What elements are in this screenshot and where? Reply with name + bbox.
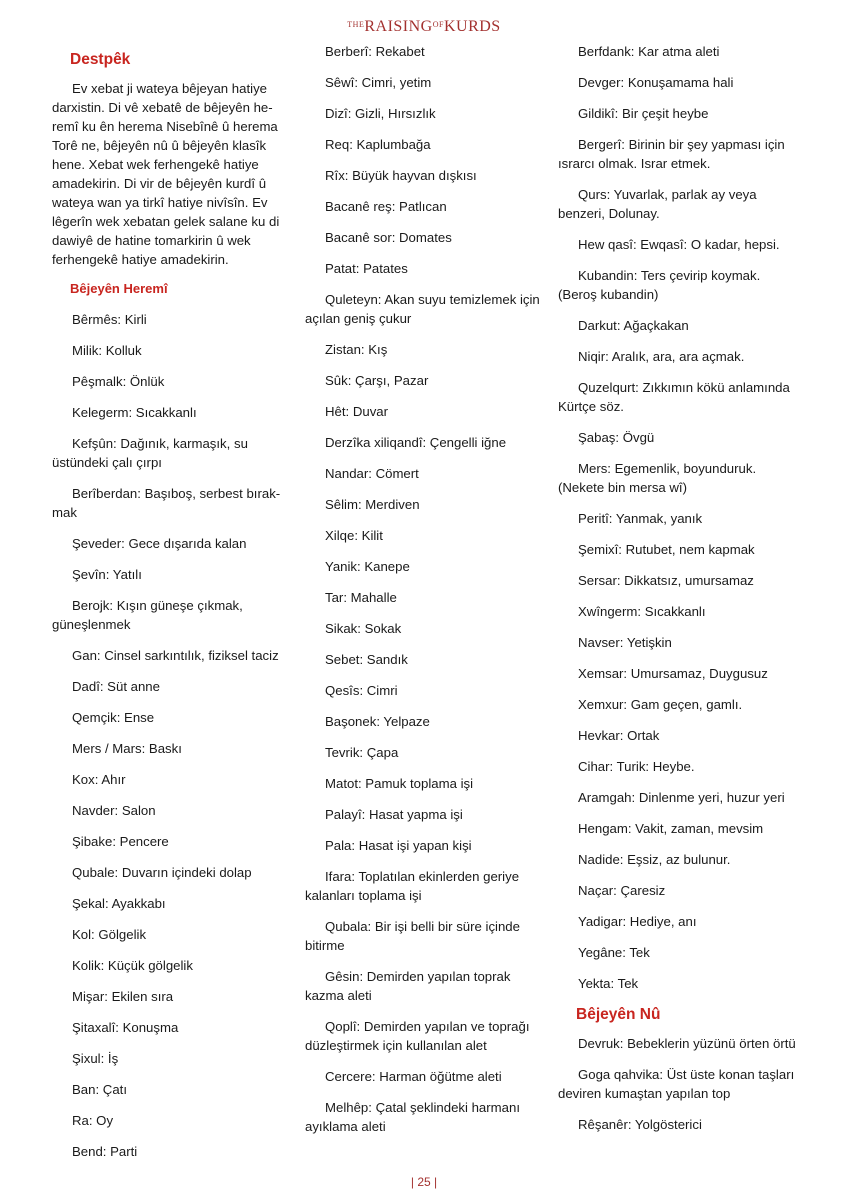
glossary-entry: Kubandin: Ters çevirip koymak. (Beroş kubandin) bbox=[558, 268, 761, 302]
masthead-kurds: KURDS bbox=[443, 18, 501, 35]
column-3 bbox=[558, 42, 798, 1146]
glossary-entry: Navder: Salon bbox=[72, 803, 156, 818]
glossary-entry: Qesîs: Cimri bbox=[325, 683, 398, 698]
glossary-entry: Quleteyn: Akan suyu temizlemek için açılan geniş çukur bbox=[305, 292, 540, 326]
glossary-entry: Şevîn: Yatılı bbox=[72, 567, 142, 582]
glossary-entry: Goga qahvika: Üst üste konan taşları deviren kumaştan yapılan top bbox=[558, 1067, 795, 1101]
glossary-entry: Palayî: Hasat yapma işi bbox=[325, 807, 463, 822]
glossary-entry: Rîx: Büyük hayvan dışkısı bbox=[325, 168, 477, 183]
page-number: | 25 | bbox=[410, 1175, 438, 1189]
glossary-entry: Qemçik: Ense bbox=[72, 710, 155, 725]
column-1 bbox=[52, 42, 288, 1173]
glossary-entry: Qoplî: Demirden yapılan ve toprağı düzleştirmek için kullanılan alet bbox=[305, 1019, 530, 1053]
glossary-entry: Şemixî: Rutubet, nem kapmak bbox=[578, 542, 755, 557]
glossary-entry: Hew qasî: Ewqasî: O kadar, hepsi. bbox=[578, 237, 780, 252]
glossary-entry: Şabaş: Övgü bbox=[578, 430, 655, 445]
glossary-entry: Yadigar: Hediye, anı bbox=[578, 914, 697, 929]
glossary-entry: Şixul: İş bbox=[72, 1051, 119, 1066]
masthead-the: THE bbox=[347, 20, 365, 29]
glossary-entry: Xilqe: Kilit bbox=[325, 528, 383, 543]
glossary-list-nu bbox=[558, 1034, 798, 1134]
glossary-entry: Peritî: Yanmak, yanık bbox=[578, 511, 703, 526]
glossary-entry: Dizî: Gizli, Hırsızlık bbox=[325, 106, 436, 121]
glossary-entry: Derzîka xiliqandî: Çengelli iğne bbox=[325, 435, 507, 450]
glossary-entry: Cihar: Turik: Heybe. bbox=[578, 759, 695, 774]
glossary-entry: Patat: Patates bbox=[325, 261, 408, 276]
glossary-entry: Başonek: Yelpaze bbox=[325, 714, 430, 729]
glossary-entry: Gan: Cinsel sarkıntılık, fiziksel taciz bbox=[72, 648, 279, 663]
glossary-entry: Sûk: Çarşı, Pazar bbox=[325, 373, 429, 388]
glossary-entry: Rêşanêr: Yolgösterici bbox=[578, 1117, 702, 1132]
glossary-entry: Devger: Konuşamama hali bbox=[578, 75, 734, 90]
glossary-entry: Matot: Pamuk toplama işi bbox=[325, 776, 474, 791]
glossary-entry: Mers: Egemenlik, boyunduruk. (Nekete bin mersa wî) bbox=[558, 461, 757, 495]
glossary-entry: Yegâne: Tek bbox=[578, 945, 650, 960]
glossary-entry: Şekal: Ayakkabı bbox=[72, 896, 166, 911]
glossary-entry: Pêşmalk: Önlük bbox=[72, 374, 165, 389]
section-heading-nu: Bêjeyên Nû bbox=[576, 1006, 661, 1023]
glossary-entry: Şibake: Pencere bbox=[72, 834, 169, 849]
glossary-entry: Nandar: Cömert bbox=[325, 466, 419, 481]
glossary-entry: Xemxur: Gam geçen, gamlı. bbox=[578, 697, 743, 712]
glossary-entry: Sêlim: Merdiven bbox=[325, 497, 420, 512]
glossary-entry: Ban: Çatı bbox=[72, 1082, 127, 1097]
glossary-entry: Şitaxalî: Konuşma bbox=[72, 1020, 179, 1035]
glossary-entry: Qubala: Bir işi belli bir süre içinde bitirme bbox=[305, 919, 520, 953]
glossary-entry: Naçar: Çaresiz bbox=[578, 883, 666, 898]
glossary-entry: Ra: Oy bbox=[72, 1113, 114, 1128]
glossary-entry: Hengam: Vakit, zaman, mevsim bbox=[578, 821, 764, 836]
glossary-entry: Sersar: Dikkatsız, umursamaz bbox=[578, 573, 754, 588]
glossary-entry: Xemsar: Umursamaz, Duygusuz bbox=[578, 666, 768, 681]
glossary-entry: Mişar: Ekilen sıra bbox=[72, 989, 174, 1004]
glossary-entry: Gildikî: Bir çeşit heybe bbox=[578, 106, 709, 121]
glossary-entry: Milik: Kolluk bbox=[72, 343, 142, 358]
glossary-entry: Qurs: Yuvarlak, parlak ay veya benzeri, Dolunay. bbox=[558, 187, 757, 221]
glossary-entry: Berojk: Kışın güneşe çıkmak, güneşlenmek bbox=[52, 598, 243, 632]
glossary-entry: Xwîngerm: Sıcakkanlı bbox=[578, 604, 706, 619]
glossary-entry: Bend: Parti bbox=[72, 1144, 138, 1159]
glossary-entry: Kolik: Küçük gölgelik bbox=[72, 958, 193, 973]
glossary-entry: Bêrmês: Kirli bbox=[72, 312, 147, 327]
glossary-entry: Ifara: Toplatılan ekinlerden geriye kalanları toplama işi bbox=[305, 869, 520, 903]
glossary-entry: Tevrik: Çapa bbox=[325, 745, 399, 760]
glossary-entry: Yanik: Kanepe bbox=[325, 559, 410, 574]
glossary-entry: Pala: Hasat işi yapan kişi bbox=[325, 838, 472, 853]
glossary-entry: Berfdank: Kar atma aleti bbox=[578, 44, 720, 59]
glossary-entry: Darkut: Ağaçkakan bbox=[578, 318, 689, 333]
glossary-entry: Hêt: Duvar bbox=[325, 404, 389, 419]
glossary-entry: Yekta: Tek bbox=[578, 976, 639, 991]
glossary-entry: Bacanê sor: Domates bbox=[325, 230, 452, 245]
glossary-list-heremi-end bbox=[558, 42, 798, 993]
glossary-entry: Qubale: Duvarın içindeki dolap bbox=[72, 865, 252, 880]
glossary-entry: Mers / Mars: Baskı bbox=[72, 741, 182, 756]
glossary-entry: Şeveder: Gece dışarıda kalan bbox=[72, 536, 247, 551]
glossary-entry: Sêwî: Cimri, yetim bbox=[325, 75, 432, 90]
glossary-entry: Kol: Gölgelik bbox=[72, 927, 147, 942]
glossary-entry: Quzelqurt: Zıkkımın kökü anlamında Kürtçe söz. bbox=[558, 380, 790, 414]
intro-paragraph: Ev xebat ji wateya bêjeyan hatiye darxistin. Di vê xebatê de bêjeyên heremî ku ên herema Nisebînê û herema Torê ne, bêjeyên nû û bêjeyên klasîk hene. Xebat wek ferhengekê hatiye amadekirin. Di vir de bêjeyên kurdî û wateya wan ya tirkî hatiye nivîsîn. Ev lêgerîn wek xebatan gelek salane ku di dawiyê de hatine tomarkirin û wek ferhengekê hatiye amadekirin. bbox=[52, 81, 280, 267]
intro-heading: Destpêk bbox=[70, 51, 131, 68]
glossary-entry: Kefşûn: Dağınık, karmaşık, su üstündeki çalı çırpı bbox=[52, 436, 248, 470]
glossary-entry: Navser: Yetişkin bbox=[578, 635, 672, 650]
masthead-raising: RAISING bbox=[364, 18, 433, 35]
glossary-entry: Aramgah: Dinlenme yeri, huzur yeri bbox=[578, 790, 785, 805]
glossary-entry: Dadî: Süt anne bbox=[72, 679, 160, 694]
glossary-entry: Sebet: Sandık bbox=[325, 652, 408, 667]
section-heading-heremi: Bêjeyên Heremî bbox=[70, 281, 168, 296]
glossary-entry: Kox: Ahır bbox=[72, 772, 126, 787]
glossary-entry: Sikak: Sokak bbox=[325, 621, 402, 636]
glossary-entry: Devruk: Bebeklerin yüzünü örten örtü bbox=[578, 1036, 796, 1051]
glossary-entry: Berîberdan: Başıboş, serbest bırakmak bbox=[52, 486, 281, 520]
masthead-title bbox=[0, 18, 848, 36]
glossary-list-heremi-continued bbox=[305, 42, 541, 1136]
glossary-entry: Bacanê reş: Patlıcan bbox=[325, 199, 447, 214]
glossary-entry: Melhêp: Çatal şeklindeki harmanı ayıklama aleti bbox=[305, 1100, 520, 1134]
glossary-entry: Bergerî: Birinin bir şey yapması için ısrarcı olmak. Israr etmek. bbox=[558, 137, 785, 171]
column-2 bbox=[305, 42, 541, 1148]
glossary-entry: Cercere: Harman öğütme aleti bbox=[325, 1069, 502, 1084]
glossary-entry: Nadide: Eşsiz, az bulunur. bbox=[578, 852, 731, 867]
glossary-entry: Niqir: Aralık, ara, ara açmak. bbox=[578, 349, 745, 364]
glossary-entry: Gêsin: Demirden yapılan toprak kazma aleti bbox=[305, 969, 511, 1003]
glossary-entry: Kelegerm: Sıcakkanlı bbox=[72, 405, 197, 420]
masthead-of: OF bbox=[432, 20, 444, 29]
glossary-list-heremi bbox=[52, 310, 288, 1161]
glossary-entry: Hevkar: Ortak bbox=[578, 728, 660, 743]
glossary-entry: Berberî: Rekabet bbox=[325, 44, 425, 59]
glossary-entry: Tar: Mahalle bbox=[325, 590, 397, 605]
glossary-entry: Zistan: Kış bbox=[325, 342, 388, 357]
glossary-entry: Req: Kaplumbağa bbox=[325, 137, 431, 152]
